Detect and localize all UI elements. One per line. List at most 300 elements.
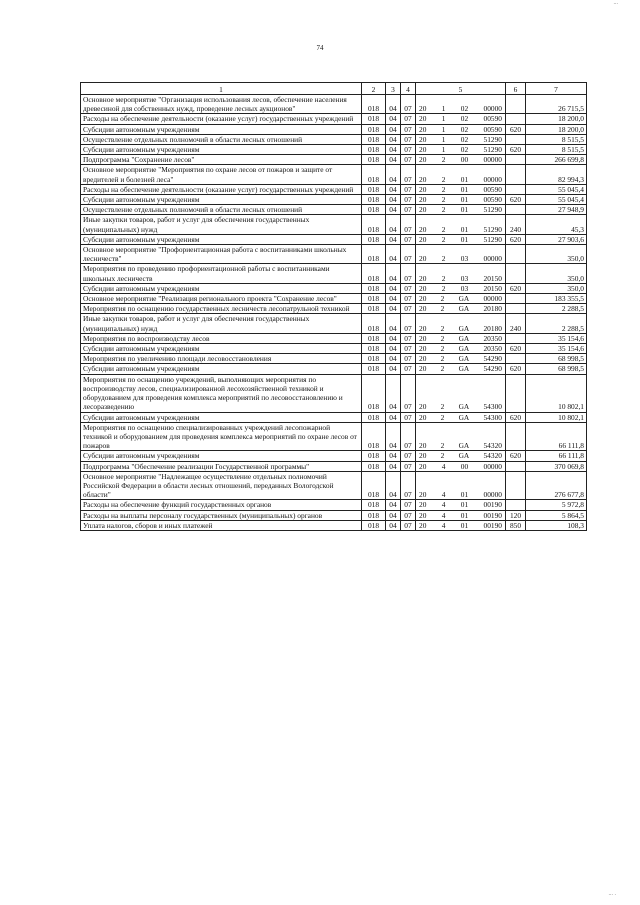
row-gr: 018 [362,520,386,530]
row-code-part: 2 [440,344,445,354]
row-code-part: 01 [460,174,469,184]
row-code-parts [417,274,504,283]
row-code-parts [417,284,504,293]
row-rz: 04 [386,145,401,155]
row-code-parts [417,155,504,164]
row-rz: 04 [386,124,401,134]
row-pr: 07 [401,294,416,304]
row-code [416,145,506,155]
row-code-part: 20 [419,364,427,374]
row-code-part: 2 [440,412,445,422]
row-gr: 018 [362,165,386,184]
row-code-part: 02 [460,104,469,114]
row-gr: 018 [362,134,386,144]
row-pr: 07 [401,314,416,333]
budget-table [80,82,587,531]
row-pr: 07 [401,333,416,343]
table-row [81,215,587,234]
row-code-part: 1 [441,145,446,155]
row-code [416,234,506,244]
row-code-part: 2 [440,304,445,314]
row-code [416,354,506,364]
row-vr: 850 [506,520,526,530]
row-code-part: GA [458,364,470,374]
table-row [81,264,587,283]
row-sum: 5 864,5 [526,510,587,520]
row-code-part: 00000 [483,461,502,471]
row-pr: 07 [401,264,416,283]
table-row [81,195,587,205]
row-code-part: 01 [460,195,469,205]
row-name: Субсидии автономным учреждениям [81,412,362,422]
row-gr: 018 [362,354,386,364]
row-code-part: 20 [419,412,427,422]
row-code [416,205,506,215]
row-sum: 18 200,0 [526,124,587,134]
row-code-part: 20 [419,155,427,165]
table-row [81,364,587,374]
row-code [416,283,506,293]
row-code [416,114,506,124]
row-vr [506,245,526,264]
row-name: Мероприятия по воспроизводству лесов [81,333,362,343]
row-code-part: 1 [441,104,446,114]
row-code [416,134,506,144]
row-rz: 04 [386,215,401,234]
row-code-parts [417,324,504,333]
row-vr: 620 [506,364,526,374]
table-row [81,155,587,165]
row-code-parts [417,135,504,144]
row-code [416,333,506,343]
row-code-part: 51290 [483,234,502,244]
row-code-part: 03 [460,283,469,293]
row-code [416,314,506,333]
table-row [81,500,587,510]
row-code-parts [417,402,504,411]
row-code-part: GA [458,333,470,343]
row-gr: 018 [362,461,386,471]
row-sum: 45,3 [526,215,587,234]
row-name: Субсидии автономным учреждениям [81,145,362,155]
row-gr: 018 [362,500,386,510]
row-code-part: 00 [460,461,469,471]
row-sum: 8 515,5 [526,134,587,144]
row-sum: 108,3 [526,520,587,530]
row-pr: 07 [401,422,416,451]
row-code-parts [417,364,504,373]
row-code-part: 20 [419,224,427,234]
row-code-parts [417,294,504,303]
row-code-part: 20350 [483,344,502,354]
row-code-part: 20 [419,184,427,194]
row-name: Субсидии автономным учреждениям [81,364,362,374]
row-name: Основное мероприятие "Надлежащее осуществление отдельных полномочий Российской Федерации в области лесных отношений, переданных Вологодской области" [81,471,362,500]
row-name: Подпрограмма "Сохранение лесов" [81,155,362,165]
row-code-part: 20 [419,234,427,244]
row-vr: 620 [506,234,526,244]
row-code-part: 20 [419,333,427,343]
table-row [81,374,587,412]
row-name: Расходы на выплаты персоналу государственных (муниципальных) органов [81,510,362,520]
table-row [81,304,587,314]
row-gr: 018 [362,314,386,333]
row-code-parts [417,511,504,520]
row-code-parts [417,205,504,214]
row-code-part: 20 [419,451,427,461]
row-pr: 07 [401,461,416,471]
row-code-part: 54320 [483,441,502,451]
row-code-part: 01 [460,500,469,510]
row-code-part: 2 [441,224,446,234]
row-vr: 620 [506,412,526,422]
table-row [81,234,587,244]
row-code-parts [417,114,504,123]
row-code-part: 20 [419,124,427,134]
row-rz: 04 [386,155,401,165]
row-code-part: 00590 [483,184,502,194]
row-code-parts [417,254,504,263]
table-row [81,451,587,461]
page-number: 74 [316,44,324,52]
row-pr: 07 [401,471,416,500]
row-vr [506,294,526,304]
row-code-part: 4 [441,500,446,510]
row-code-part: GA [458,402,470,412]
row-code-part: 03 [460,273,469,283]
row-code-part: 00000 [483,174,502,184]
table-row [81,165,587,184]
row-code-part: 1 [441,124,446,134]
row-vr [506,205,526,215]
row-sum: 350,0 [526,264,587,283]
row-name: Подпрограмма "Обеспечение реализации Государственной программы" [81,461,362,471]
row-pr: 07 [401,155,416,165]
table-row [81,283,587,293]
row-sum: 68 998,5 [526,364,587,374]
row-code-part: 2 [440,451,445,461]
row-name: Основное мероприятие "Мероприятия по охране лесов от пожаров и защите от вредителей и болезней леса" [81,165,362,184]
row-vr [506,95,526,114]
row-code-part: 01 [460,184,469,194]
row-code [416,451,506,461]
row-vr: 240 [506,215,526,234]
row-name: Осуществление отдельных полномочий в области лесных отношений [81,134,362,144]
row-code-parts [417,125,504,134]
row-code [416,294,506,304]
row-code-parts [417,500,504,509]
row-sum: 10 802,1 [526,412,587,422]
row-pr: 07 [401,114,416,124]
row-gr: 018 [362,145,386,155]
table-row [81,314,587,333]
row-rz: 04 [386,471,401,500]
row-code-part: 2 [440,294,445,304]
row-rz: 04 [386,205,401,215]
row-rz: 04 [386,451,401,461]
table-row [81,184,587,194]
row-code-part: 2 [441,174,446,184]
table-row [81,294,587,304]
row-sum: 27 948,9 [526,205,587,215]
row-vr [506,184,526,194]
row-code-part: 2 [440,364,445,374]
row-code-part: 4 [441,461,446,471]
row-code-part: 54320 [483,451,502,461]
bottom-mark: ... . [608,891,616,897]
row-code-part: 20 [419,273,427,283]
row-pr: 07 [401,134,416,144]
row-code-part: 20 [419,354,427,364]
row-vr [506,422,526,451]
row-code-part: 2 [440,333,445,343]
row-pr: 07 [401,283,416,293]
row-code-part: 51290 [483,134,502,144]
row-rz: 04 [386,234,401,244]
row-code [416,124,506,134]
row-sum: 370 069,8 [526,461,587,471]
row-code-part: 51290 [483,205,502,215]
row-gr: 018 [362,422,386,451]
row-gr: 018 [362,245,386,264]
row-pr: 07 [401,451,416,461]
row-code [416,471,506,500]
row-gr: 018 [362,344,386,354]
row-code-parts [417,185,504,194]
row-code-part: 20180 [483,323,502,333]
row-rz: 04 [386,374,401,412]
header-col-2: 2 [362,83,386,95]
table-row [81,134,587,144]
row-code-part: GA [458,294,470,304]
row-name: Мероприятия по оснащению специализированных учреждений лесопожарной техникой и оборудованием для проведения комплекса мероприятий по охране лесов от пожаров [81,422,362,451]
row-code-part: 00590 [483,124,502,134]
row-code [416,422,506,451]
row-code [416,461,506,471]
row-code-part: GA [458,344,470,354]
row-code-part: 20 [419,205,427,215]
row-code-part: 54300 [483,412,502,422]
table-row [81,520,587,530]
row-code [416,195,506,205]
row-code-part: 20 [419,114,427,124]
row-gr: 018 [362,114,386,124]
row-code-parts [417,344,504,353]
row-gr: 018 [362,195,386,205]
row-code-part: 2 [441,283,446,293]
row-pr: 07 [401,165,416,184]
table-row [81,412,587,422]
row-rz: 04 [386,500,401,510]
row-name: Основное мероприятие "Реализация регионального проекта "Сохранение лесов" [81,294,362,304]
row-code [416,264,506,283]
row-name: Мероприятия по оснащению государственных лесничеств лесопатрульной техникой [81,304,362,314]
row-rz: 04 [386,134,401,144]
row-vr: 620 [506,283,526,293]
row-code-part: 20 [419,490,427,500]
row-vr: 620 [506,145,526,155]
row-code-part: 20180 [483,304,502,314]
table-row [81,510,587,520]
row-pr: 07 [401,510,416,520]
row-code-part: 54290 [483,364,502,374]
row-code-part: 51290 [483,224,502,234]
row-code-parts [417,145,504,154]
row-code-parts [417,235,504,244]
row-code [416,95,506,114]
table-row [81,354,587,364]
row-code-part: GA [458,323,470,333]
row-name: Мероприятия по увеличению площади лесовосстановления [81,354,362,364]
row-sum: 35 154,6 [526,344,587,354]
row-name: Иные закупки товаров, работ и услуг для обеспечения государственных (муниципальных) нужд [81,215,362,234]
row-code-part: 20 [419,520,427,530]
row-code-part: 54300 [483,402,502,412]
row-code-parts [417,441,504,450]
table-header-row [81,83,587,95]
row-pr: 07 [401,344,416,354]
row-code-part: 2 [441,195,446,205]
row-name: Субсидии автономным учреждениям [81,283,362,293]
row-vr: 120 [506,510,526,520]
row-code-parts [417,334,504,343]
row-rz: 04 [386,422,401,451]
table-row [81,145,587,155]
row-code-parts [417,225,504,234]
row-gr: 018 [362,304,386,314]
row-pr: 07 [401,412,416,422]
table-row [81,205,587,215]
row-pr: 07 [401,95,416,114]
row-vr [506,461,526,471]
row-code [416,245,506,264]
row-code-part: 20 [419,441,427,451]
row-code-part: 20 [419,304,427,314]
row-code-part: 02 [460,124,469,134]
row-rz: 04 [386,520,401,530]
row-code-part: 20 [419,134,427,144]
row-sum: 8 515,5 [526,145,587,155]
row-gr: 018 [362,451,386,461]
row-vr [506,333,526,343]
row-sum: 18 200,0 [526,114,587,124]
row-rz: 04 [386,304,401,314]
corner-mark: ... [613,0,618,6]
row-sum: 2 288,5 [526,304,587,314]
header-col-4: 4 [401,83,416,95]
row-pr: 07 [401,245,416,264]
row-code-part: 00000 [483,155,502,165]
row-code-part: 00190 [483,510,502,520]
row-code-parts [417,451,504,460]
row-vr: 620 [506,124,526,134]
table-row [81,114,587,124]
row-sum: 183 355,5 [526,294,587,304]
row-rz: 04 [386,283,401,293]
row-sum: 35 154,6 [526,333,587,343]
row-code-part: 4 [441,490,446,500]
row-code-part: GA [458,441,470,451]
row-name: Расходы на обеспечение деятельности (оказание услуг) государственных учреждений [81,184,362,194]
table-row [81,344,587,354]
row-name: Субсидии автономным учреждениям [81,124,362,134]
row-code-part: 20150 [483,273,502,283]
row-code-part: 02 [460,145,469,155]
row-sum: 10 802,1 [526,374,587,412]
row-code [416,344,506,354]
row-name: Субсидии автономным учреждениям [81,451,362,461]
row-rz: 04 [386,333,401,343]
row-vr [506,114,526,124]
row-gr: 018 [362,205,386,215]
row-sum: 55 045,4 [526,184,587,194]
header-col-3: 3 [386,83,401,95]
row-gr: 018 [362,264,386,283]
row-rz: 04 [386,264,401,283]
table-row [81,461,587,471]
row-code [416,155,506,165]
row-name: Мероприятия по оснащению учреждений, выполняющих мероприятия по воспроизводству лесов, специализированной лесохозяйственной техникой и оборудованием для проведения комплекса мероприятий по лесовосстановлению и лесоразведению [81,374,362,412]
row-code-part: 51290 [483,145,502,155]
row-gr: 018 [362,510,386,520]
row-code-part: 03 [460,254,469,264]
row-code [416,520,506,530]
table-row [81,245,587,264]
row-pr: 07 [401,124,416,134]
row-gr: 018 [362,374,386,412]
row-sum: 26 715,5 [526,95,587,114]
row-code-parts [417,521,504,530]
row-rz: 04 [386,364,401,374]
row-code-part: 2 [441,234,446,244]
row-pr: 07 [401,354,416,364]
row-code-part: 20 [419,323,427,333]
header-col-7: 7 [526,83,587,95]
header-col-5: 5 [416,83,506,95]
row-rz: 04 [386,412,401,422]
row-code-part: 00000 [483,294,502,304]
row-pr: 07 [401,234,416,244]
row-code-part: 20 [419,195,427,205]
row-vr [506,374,526,412]
row-gr: 018 [362,283,386,293]
row-vr [506,304,526,314]
row-code-part: 20 [419,254,427,264]
row-gr: 018 [362,95,386,114]
row-vr [506,134,526,144]
row-code-part: 20350 [483,333,502,343]
row-sum: 27 903,6 [526,234,587,244]
row-code [416,215,506,234]
row-code-parts [417,104,504,113]
row-pr: 07 [401,364,416,374]
row-code-parts [417,195,504,204]
row-code [416,412,506,422]
row-vr [506,471,526,500]
row-code-part: 00190 [483,500,502,510]
row-sum: 82 994,3 [526,165,587,184]
row-code-parts [417,462,504,471]
row-code-part: 1 [441,134,446,144]
row-gr: 018 [362,412,386,422]
table-row [81,471,587,500]
row-code-part: 01 [460,234,469,244]
row-rz: 04 [386,461,401,471]
row-code [416,510,506,520]
row-name: Субсидии автономным учреждениям [81,234,362,244]
row-pr: 07 [401,520,416,530]
row-code-part: GA [458,451,470,461]
